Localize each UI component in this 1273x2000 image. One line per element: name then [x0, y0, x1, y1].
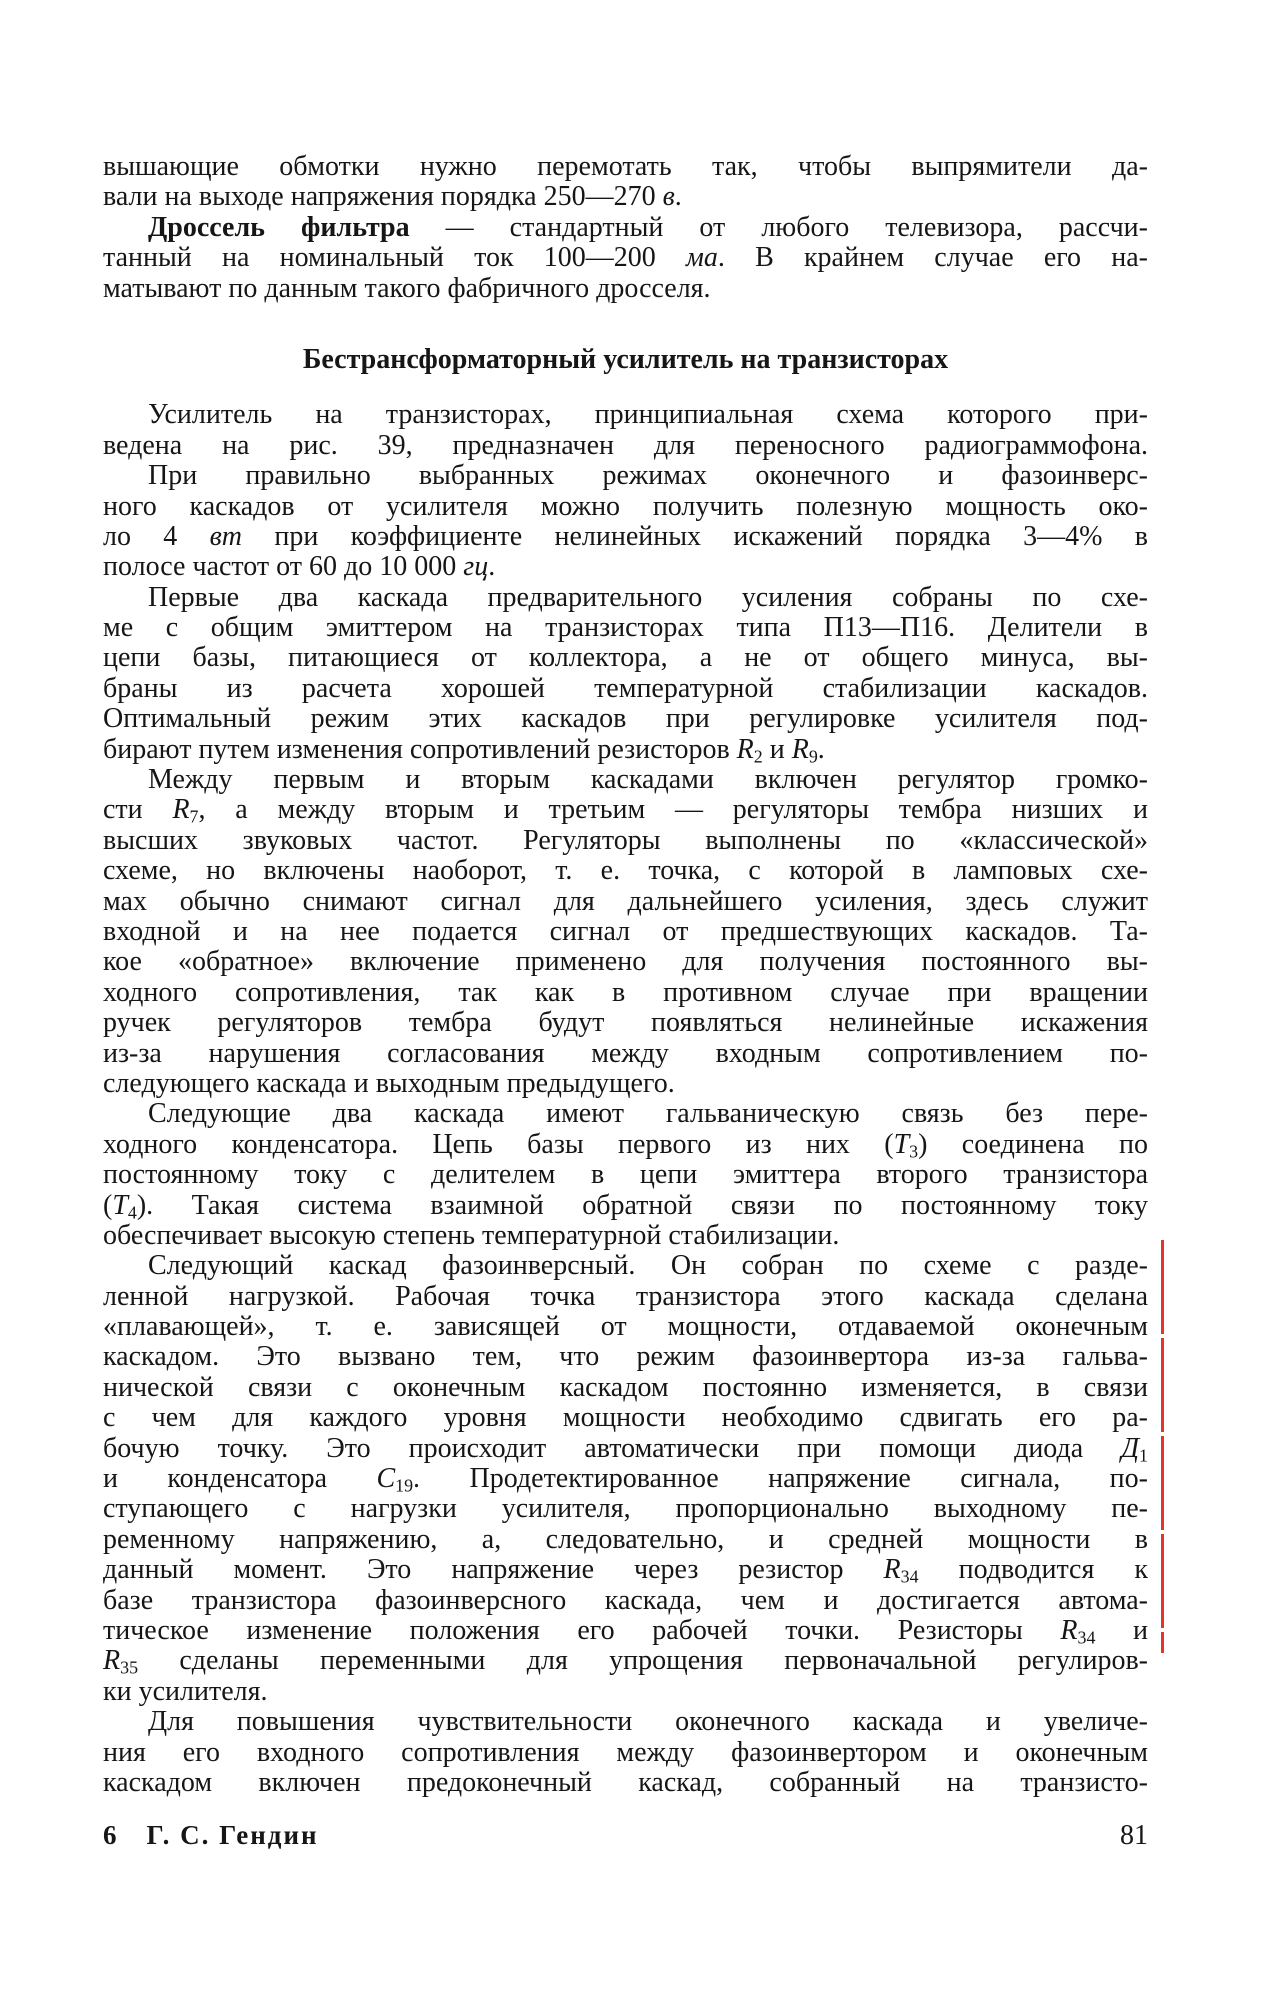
- text-line: высших звуковых частот. Регуляторы выполнены по «классической»: [103, 824, 1148, 856]
- text-line: обеспечивает высокую степень температурной стабилизации.: [103, 1219, 840, 1251]
- text-line: нической связи с оконечным каскадом постоянно изменяется, в связи: [103, 1371, 1148, 1403]
- text-line: Следующий каскад фазоинверсный. Он собран по схеме с разде-: [148, 1250, 1148, 1282]
- text-line: мах обычно снимают сигнал для дальнейшего усиления, здесь служит: [103, 885, 1148, 917]
- text-line: ки усилителя.: [103, 1675, 268, 1707]
- text-line: Усилитель на транзисторах, принципиальная схема которого при-: [148, 399, 1148, 431]
- text-line: каскадом. Это вызвано тем, что режим фазоинвертора из-за гальва-: [103, 1341, 1148, 1373]
- text-line: ступающего с нагрузки усилителя, пропорционально выходному пе-: [103, 1493, 1148, 1525]
- text-line: из-за нарушения согласования между входным сопротивлением по-: [103, 1037, 1148, 1069]
- text-line: ременному напряжению, а, следовательно, и средней мощности в: [103, 1523, 1148, 1555]
- text-line: ручек регуляторов тембра будут появляться нелинейные искажения: [103, 1007, 1148, 1039]
- text-line: Оптимальный режим этих каскадов при регулировке усилителя под-: [103, 703, 1148, 735]
- author-name: Г. С. Гендин: [146, 1820, 319, 1850]
- text-column: [103, 152, 1148, 1798]
- section-heading: Бестрансформаторный усилитель на транзисторах: [302, 343, 949, 375]
- text-line: базе транзистора фазоинверсного каскада, чем и достигается автома-: [103, 1584, 1148, 1616]
- text-line: ло 4 вт при коэффициенте нелинейных искажений порядка 3—4% в: [103, 520, 1148, 552]
- margin-highlight-line: [1161, 1240, 1164, 1653]
- text-line: При правильно выбранных режимах оконечного и фазоинверс-: [148, 460, 1148, 492]
- text-line: и конденсатора $С_{19}$. Продетектированное напряжение сигнала, по-: [103, 1463, 1148, 1496]
- text-line: ме с общим эмиттером на транзисторах типа П13—П16. Делители в: [103, 612, 1148, 644]
- text-line: ходного сопротивления, так как в противном случае при вращении: [103, 976, 1148, 1008]
- text-line: Дроссель фильтра — стандартный от любого телевизора, рассчи-: [148, 211, 1148, 243]
- text-line: схеме, но включены наоборот, т. е. точка, с которой в ламповых схе-: [103, 855, 1148, 887]
- text-line: постоянному току с делителем в цепи эмиттера второго транзистора: [103, 1159, 1148, 1191]
- text-line: тическое изменение положения его рабочей точки. Резисторы $R_{34}$ и: [103, 1614, 1148, 1648]
- text-line: ного каскадов от усилителя можно получить полезную мощность око-: [103, 490, 1148, 522]
- signature-number: 6: [103, 1820, 117, 1850]
- text-line: Для повышения чувствительности оконечного каскада и увеличе-: [148, 1706, 1148, 1738]
- text-line: с чем для каждого уровня мощности необходимо сдвигать его ра-: [103, 1402, 1148, 1434]
- text-line: «плавающей», т. е. зависящей от мощности, отдаваемой оконечным: [103, 1311, 1148, 1343]
- text-line: ния его входного сопротивления между фазоинвертором и оконечным: [103, 1736, 1148, 1768]
- text-line: каскадом включен предоконечный каскад, собранный на транзисто-: [103, 1766, 1148, 1798]
- text-line: ходного конденсатора. Цепь базы первого из них $(Т_3)$ соединена по: [103, 1128, 1148, 1162]
- text-line: $(Т_4)$. Такая система взаимной обратной связи по постоянному току: [103, 1189, 1148, 1222]
- text-line: Первые два каскада предварительного усиления собраны по схе-: [148, 581, 1148, 613]
- text-line: следующего каскада и выходным предыдущего.: [103, 1067, 675, 1099]
- text-line: вали на выходе напряжения порядка 250—270 в.: [103, 181, 682, 213]
- text-line: цепи базы, питающиеся от коллектора, а не от общего минуса, вы-: [103, 642, 1148, 674]
- text-line: браны из расчета хорошей температурной стабилизации каскадов.: [103, 672, 1148, 704]
- text-line: ленной нагрузкой. Рабочая точка транзистора этого каскада сделана: [103, 1280, 1148, 1312]
- text-line: Между первым и вторым каскадами включен регулятор громко-: [148, 764, 1148, 796]
- text-line: данный момент. Это напряжение через резистор $R_{34}$ подводится к: [103, 1554, 1148, 1587]
- text-line: $R_{35}$ сделаны переменными для упрощения первоначальной регулиров-: [103, 1645, 1148, 1678]
- text-line: сти $R_7$, а между вторым и третьим — регуляторы тембра низших и: [103, 794, 1148, 827]
- text-line: Следующие два каскада имеют гальваническую связь без пере-: [148, 1098, 1148, 1130]
- text-line: полосе частот от 60 до 10 000 гц.: [103, 551, 496, 583]
- text-line: кое «обратное» включение применено для получения постоянного вы-: [103, 946, 1148, 978]
- page-number: 81: [1120, 1820, 1148, 1851]
- text-line: бочую точку. Это происходит автоматически при помощи диода $Д_1$: [103, 1432, 1148, 1466]
- text-line: матывают по данным такого фабричного дросселя.: [103, 272, 711, 304]
- text-line: вышающие обмотки нужно перемотать так, чтобы выпрямители да-: [103, 151, 1148, 182]
- text-line: ведена на рис. 39, предназначен для переносного радиограммофона.: [103, 429, 1148, 461]
- page-footer: [103, 1820, 1148, 1852]
- text-line: танный на номинальный ток 100—200 ма. В крайнем случае его на-: [103, 242, 1148, 274]
- text-line: входной и на нее подается сигнал от предшествующих каскадов. Та-: [103, 915, 1148, 947]
- text-line: бирают путем изменения сопротивлений резисторов $R_2$ и $R_9$.: [103, 733, 825, 767]
